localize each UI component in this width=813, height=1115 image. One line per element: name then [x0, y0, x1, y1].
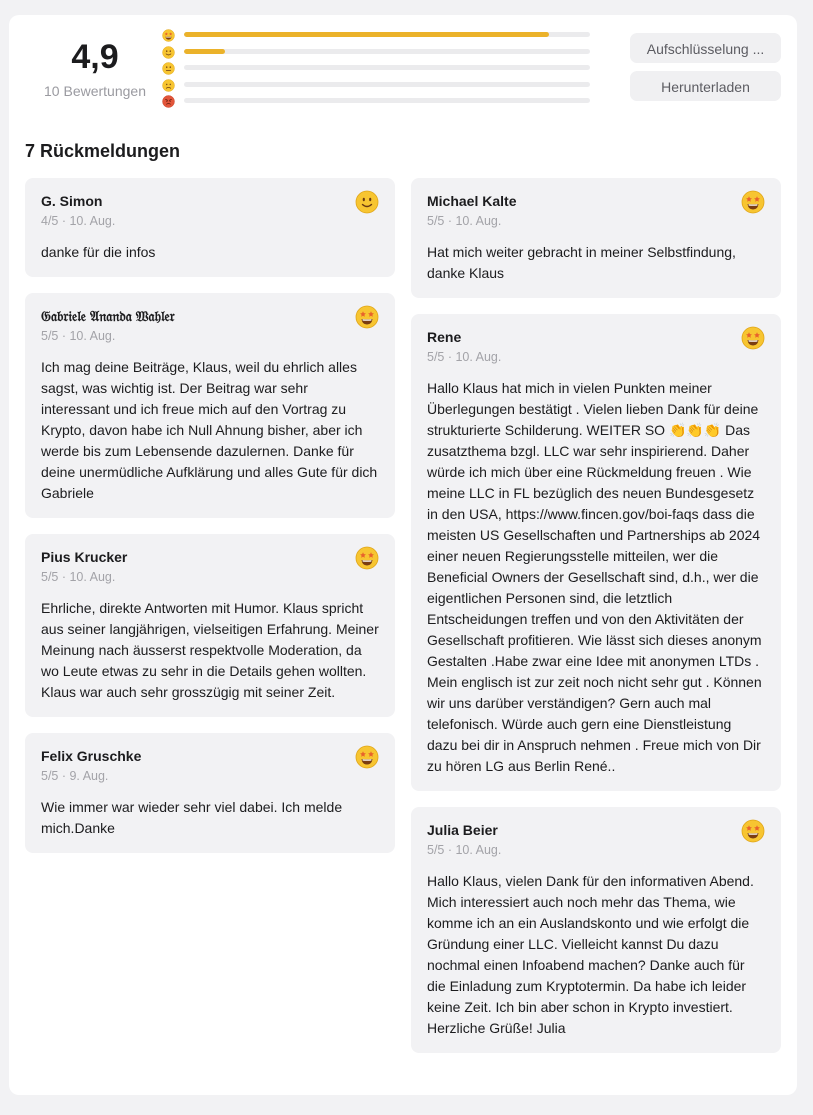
rating-bar-track: [184, 82, 590, 87]
rating-bar-track: [184, 65, 590, 70]
rating-bar-track: [184, 98, 590, 103]
angry-face-icon: [162, 95, 175, 108]
review-meta: 5/5 · 10. Aug.: [427, 350, 502, 364]
star-struck-face-icon: [355, 546, 379, 570]
rating-row-5: [162, 27, 592, 44]
review-meta: 5/5 · 10. Aug.: [41, 570, 116, 584]
download-button[interactable]: Herunterladen: [630, 71, 781, 101]
reviewer-name: G. Simon: [41, 193, 103, 209]
star-struck-face-icon: [355, 745, 379, 769]
review-text: Hallo Klaus, vielen Dank für den informativen Abend. Mich interessiert auch noch mehr das Thema, wie komme ich an ein Auslandskonto und wie erfolgt die Gründung einer LLC. Vielleicht kannst Du dazu nochmal einen Infoabend machen? Danke auch für die Einladung zum Kryptotermin. Da habe ich leider keine Zeit. Ich bin aber schon in Krypto investiert. Herzliche Grüße! Julia: [427, 873, 754, 1036]
rating-count: 10 Bewertungen: [44, 83, 146, 99]
smiling-face-icon: [162, 46, 175, 59]
feedback-card: [25, 293, 395, 518]
review-text: Ehrliche, direkte Antworten mit Humor. Klaus spricht aus seiner langjährigen, vielseitigen Erfahrung. Meiner Meinung nach äusserst respektvolle Moderation, da wo Leute etwas zu sehr in die Details gehen wollten. Klaus war auch sehr grosszügig mit seiner Zeit.: [41, 600, 379, 700]
reviewer-name: 𝔊𝔞𝔟𝔯𝔦𝔢𝔩𝔢 𝔄𝔫𝔞𝔫𝔡𝔞 𝔚𝔞𝔥𝔩𝔢𝔯: [41, 308, 175, 324]
review-meta: 5/5 · 10. Aug.: [41, 329, 116, 343]
feedback-card: [25, 178, 395, 277]
reviewer-name: Julia Beier: [427, 822, 498, 838]
breakdown-button[interactable]: Aufschlüsselung ...: [630, 33, 781, 63]
average-rating: 4,9: [71, 38, 119, 76]
star-struck-face-icon: [741, 190, 765, 214]
star-struck-face-icon: [741, 326, 765, 350]
feedback-count-heading: 7 Rückmeldungen: [25, 141, 181, 161]
feedback-card: [25, 733, 395, 853]
review-text: Hallo Klaus hat mich in vielen Punkten meiner Überlegungen bestätigt . Vielen lieben Dank für deine strukturierte Schilderung. WEITER SO 👏👏👏 Das zusatzthema bzgl. LLC war sehr inspirierend. Daher würde ich mich über eine Rückmeldung freuen . Wie meine LLC in FL bezüglich des neuen Bundesgesetz in den USA, https://www.fincen.gov/boi-faqs dass die meisten US Gesellschaften und Partnerships ab 2024 einer neuen Regierungsstelle mitteilen, wer die Beneficial Owners der Gesellschaft sind, d.h., wer die eigentlichen Personen sind, die letztlich Entscheidungen treffen und von den Aktivitäten der Gesellschaft profitieren. Wie lässt sich dieses anonym Gestalten .Habe zwar eine Idee mit anonymen LTDs . Mein englisch ist zur zeit noch nicht sehr gut . Können wir uns darüber verständigen? Gern auch mal telefonisch. Würde auch gern eine Dienstleistung dazu bei dir in Anspruch nehmen . Freue mich von Dir zu hören LG aus Berlin René..: [427, 380, 762, 774]
neutral-face-icon: [162, 62, 175, 75]
rating-row-2: [162, 77, 592, 94]
reviewer-name: Rene: [427, 329, 462, 345]
feedback-panel: [9, 15, 797, 1095]
feedback-card: [411, 314, 781, 791]
review-meta: 5/5 · 10. Aug.: [427, 214, 502, 228]
review-meta: 5/5 · 9. Aug.: [41, 769, 109, 783]
feedback-card: [25, 534, 395, 717]
star-struck-face-icon: [355, 305, 379, 329]
rating-row-4: [162, 44, 592, 61]
feedback-column-left: [25, 178, 395, 869]
feedback-card: [411, 807, 781, 1053]
rating-distribution: [162, 27, 592, 110]
star-struck-face-icon: [741, 819, 765, 843]
rating-bar-track: [184, 32, 590, 37]
smiling-face-icon: [355, 190, 379, 214]
rating-row-1: [162, 93, 592, 110]
feedback-card: [411, 178, 781, 298]
reviewer-name: Michael Kalte: [427, 193, 517, 209]
feedback-column-right: [411, 178, 781, 1069]
review-text: danke für die infos: [41, 244, 156, 260]
review-meta: 5/5 · 10. Aug.: [427, 843, 502, 857]
rating-row-3: [162, 60, 592, 77]
rating-bar-fill: [184, 32, 549, 37]
reviewer-name: Pius Krucker: [41, 549, 128, 565]
sad-face-icon: [162, 79, 175, 92]
review-text: Ich mag deine Beiträge, Klaus, weil du ehrlich alles sagst, was wichtig ist. Der Beitrag war sehr interessant und ich freue mich auf den Vortrag zu Krypto, davon habe ich Null Ahnung bisher, aber ich werde bis zum Lebensende dazulernen. Danke für deine unermüdliche Aufklärung und alles Gute für dich Gabriele: [41, 359, 378, 501]
rating-bar-fill: [184, 49, 225, 54]
review-meta: 4/5 · 10. Aug.: [41, 214, 116, 228]
rating-summary: [33, 37, 157, 99]
rating-bar-track: [184, 49, 590, 54]
reviewer-name: Felix Gruschke: [41, 748, 142, 764]
review-text: Wie immer war wieder sehr viel dabei. Ich melde mich.Danke: [41, 799, 343, 836]
star-struck-face-icon: [162, 29, 175, 42]
review-text: Hat mich weiter gebracht in meiner Selbstfindung, danke Klaus: [427, 244, 736, 281]
